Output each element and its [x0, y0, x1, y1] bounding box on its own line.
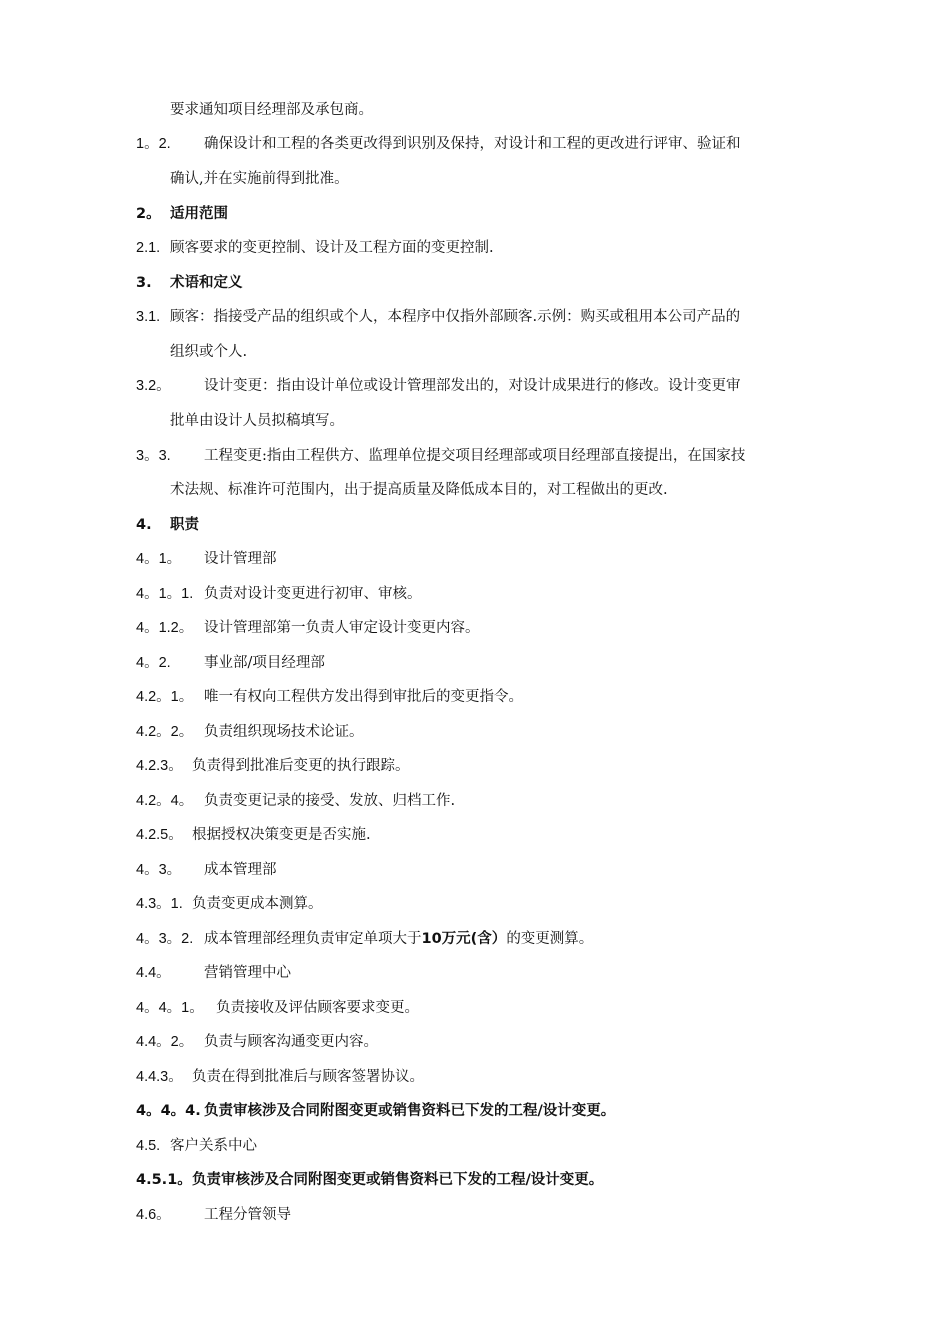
- item-number: 4。3。: [136, 862, 182, 878]
- section-title: 适用范围: [170, 206, 228, 222]
- list-item: [136, 1205, 291, 1225]
- section-heading: [136, 204, 228, 224]
- item-number: 4.5.: [136, 1138, 161, 1154]
- list-item: [136, 756, 410, 776]
- line-text: 根据授权决策变更是否实施.: [192, 827, 371, 843]
- item-number: 4.2.5。: [136, 827, 183, 843]
- line-text: 设计管理部: [204, 551, 277, 567]
- list-item: [136, 963, 291, 983]
- paragraph-line: [170, 169, 349, 189]
- item-number: 2.1.: [136, 240, 161, 256]
- paragraph-line: [170, 342, 247, 362]
- list-item: [136, 860, 277, 880]
- line-text: 术法规、标准许可范围内，出于提高质量及降低成本目的，对工程做出的更改.: [170, 482, 668, 498]
- item-number: 4。1。1.: [136, 586, 194, 602]
- line-text: 成本管理部经理负责审定单项大于: [204, 931, 422, 947]
- line-text: 设计变更：指由设计单位或设计管理部发出的，对设计成果进行的修改。设计变更审: [204, 378, 741, 394]
- list-item-bold: [136, 1170, 603, 1190]
- item-number: 1。2.: [136, 136, 171, 152]
- list-item: [136, 687, 523, 707]
- list-item: [136, 618, 480, 638]
- paragraph-line: [170, 480, 668, 500]
- line-text: 顾客要求的变更控制、设计及工程方面的变更控制.: [170, 240, 494, 256]
- line-text: 工程变更:指由工程供方、监理单位提交项目经理部或项目经理部直接提出，在国家技: [204, 448, 746, 464]
- item-number: 4.2。1。: [136, 689, 194, 705]
- line-text: 要求通知项目经理部及承包商。: [170, 102, 373, 118]
- line-text: 负责组织现场技术论证。: [204, 724, 364, 740]
- line-text: 组织或个人.: [170, 344, 248, 360]
- item-number: 4.6。: [136, 1207, 171, 1223]
- item-number: 4.3。1.: [136, 896, 183, 912]
- list-item: [136, 653, 325, 673]
- list-item: [136, 446, 745, 466]
- paragraph-line: [170, 100, 373, 120]
- line-text: 负责与顾客沟通变更内容。: [204, 1034, 378, 1050]
- item-number: 3.1.: [136, 309, 161, 325]
- item-number: 3.2。: [136, 378, 171, 394]
- list-item: [136, 722, 364, 742]
- list-item: [136, 998, 419, 1018]
- section-heading: [136, 273, 243, 293]
- list-item: [136, 376, 741, 396]
- list-item: [136, 307, 740, 327]
- list-item-bold: [136, 1101, 615, 1121]
- line-text: 成本管理部: [204, 862, 277, 878]
- line-text: 事业部/项目经理部: [204, 655, 325, 671]
- list-item: [136, 929, 593, 949]
- item-number: 4.4。2。: [136, 1034, 194, 1050]
- line-text: 确保设计和工程的各类更改得到识别及保持，对设计和工程的更改进行评审、验证和: [204, 136, 741, 152]
- item-number: 4.2.3。: [136, 758, 183, 774]
- line-text: 负责在得到批准后与顾客签署协议。: [192, 1069, 424, 1085]
- section-number: 2。: [136, 206, 161, 222]
- line-text: 确认,并在实施前得到批准。: [170, 171, 349, 187]
- line-text: 客户关系中心: [170, 1138, 257, 1154]
- item-number: 4。3。2.: [136, 931, 194, 947]
- item-number: 4.5.1。: [136, 1172, 192, 1188]
- section-title: 术语和定义: [170, 275, 243, 291]
- list-item: [136, 791, 455, 811]
- item-number: 4.4.3。: [136, 1069, 183, 1085]
- item-number: 4。4。1。: [136, 1000, 204, 1016]
- section-heading: [136, 515, 199, 535]
- item-number: 3。3.: [136, 448, 171, 464]
- section-title: 职责: [170, 517, 199, 533]
- section-number: 3.: [136, 275, 152, 291]
- line-text: 工程分管领导: [204, 1207, 291, 1223]
- item-number: 4。1。: [136, 551, 182, 567]
- line-text: 批单由设计人员拟稿填写。: [170, 413, 344, 429]
- line-text: 负责审核涉及合同附图变更或销售资料已下发的工程/设计变更。: [204, 1103, 616, 1119]
- item-number: 4.2。2。: [136, 724, 194, 740]
- line-text-suffix: 的变更测算。: [506, 931, 594, 947]
- paragraph-line: [170, 411, 344, 431]
- list-item: [136, 238, 494, 258]
- list-item: [136, 549, 277, 569]
- line-text: 负责得到批准后变更的执行跟踪。: [192, 758, 410, 774]
- line-text: 唯一有权向工程供方发出得到审批后的变更指令。: [204, 689, 523, 705]
- line-text: 设计管理部第一负责人审定设计变更内容。: [204, 620, 480, 636]
- list-item: [136, 134, 741, 154]
- list-item: [136, 1032, 378, 1052]
- list-item: [136, 894, 323, 914]
- line-text: 顾客：指接受产品的组织或个人，本程序中仅指外部顾客.示例：购买或租用本公司产品的: [170, 309, 741, 325]
- amount-highlight: 10万元(含）: [421, 931, 507, 947]
- list-item: [136, 584, 422, 604]
- list-item: [136, 1136, 257, 1156]
- item-number: 4。1.2。: [136, 620, 194, 636]
- item-number: 4。2.: [136, 655, 171, 671]
- list-item: [136, 1067, 424, 1087]
- item-number: 4.2。4。: [136, 793, 194, 809]
- line-text: 负责审核涉及合同附图变更或销售资料已下发的工程/设计变更。: [192, 1172, 604, 1188]
- line-text: 负责对设计变更进行初审、审核。: [204, 586, 422, 602]
- section-number: 4.: [136, 517, 152, 533]
- item-number: 4.4。: [136, 965, 171, 981]
- list-item: [136, 825, 371, 845]
- line-text: 负责接收及评估顾客要求变更。: [216, 1000, 419, 1016]
- line-text: 负责变更成本测算。: [192, 896, 323, 912]
- line-text: 负责变更记录的接受、发放、归档工作.: [204, 793, 456, 809]
- item-number: 4。4。4.: [136, 1103, 201, 1119]
- line-text: 营销管理中心: [204, 965, 291, 981]
